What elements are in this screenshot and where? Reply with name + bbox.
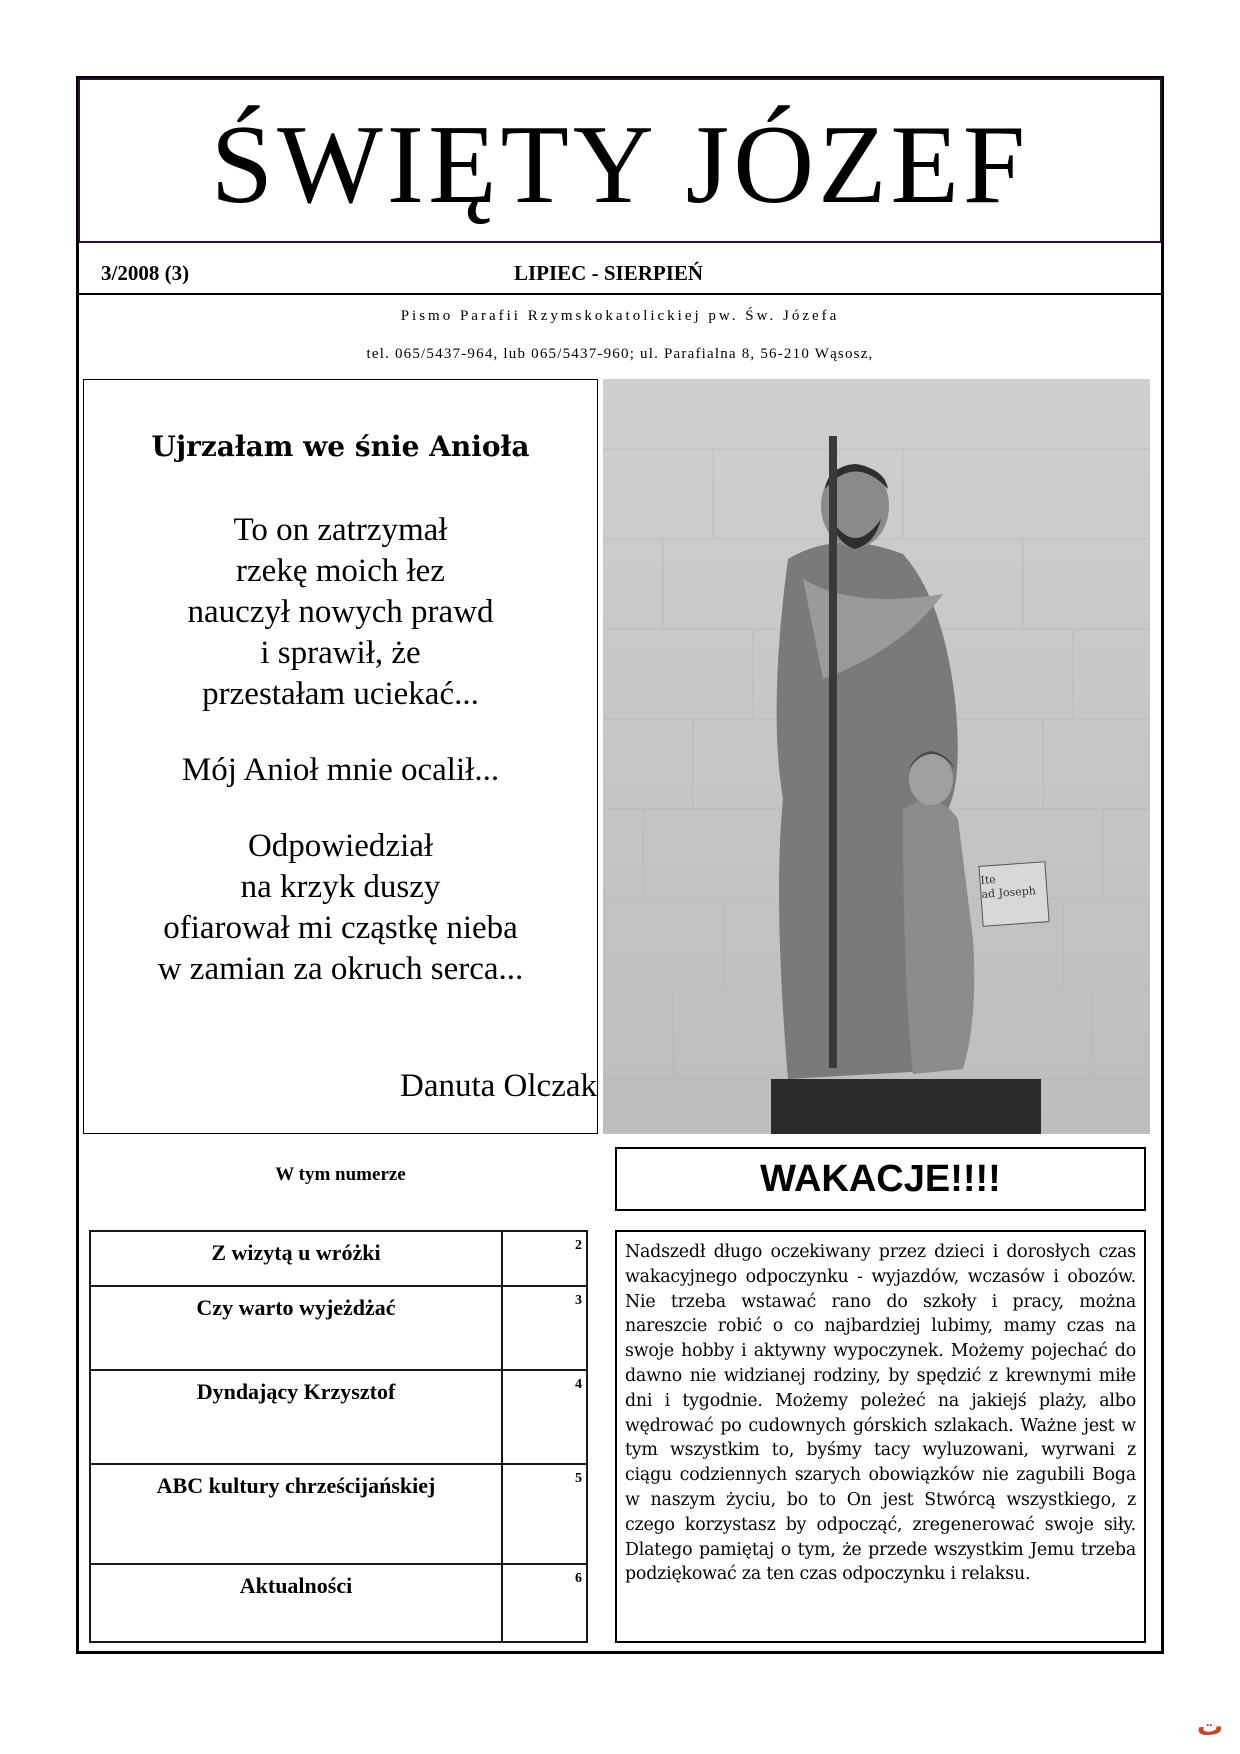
statue-photo bbox=[603, 379, 1150, 1134]
poem-line: na krzyk duszy bbox=[240, 869, 441, 905]
poem-box bbox=[83, 379, 598, 1134]
poem-line: Odpowiedział bbox=[247, 828, 434, 864]
toc-row bbox=[90, 1564, 587, 1642]
toc-row bbox=[90, 1464, 587, 1564]
poem-line: nauczył nowych prawd bbox=[187, 594, 494, 630]
toc-item-page: 6 bbox=[502, 1564, 587, 1642]
poem-stanza bbox=[84, 510, 597, 715]
staff bbox=[829, 436, 837, 1068]
publisher-name: Pismo Parafii Rzymskokatolickiej pw. Św. Józefa bbox=[400, 308, 840, 324]
toc-item-page: 2 bbox=[502, 1231, 587, 1286]
toc-heading: W tym numerze bbox=[275, 1164, 406, 1185]
pedestal bbox=[771, 1079, 1041, 1134]
article-box bbox=[615, 1230, 1146, 1643]
poem-line: przestałam uciekać... bbox=[202, 676, 479, 712]
article-heading: WAKACJE!!!! bbox=[615, 1147, 1146, 1211]
poem-line: ofiarował mi cząstkę nieba bbox=[163, 910, 518, 946]
article-body: Nadszedł długo oczekiwany przez dzieci i dorosłych czas wakacyjnego odpoczynku - wyjazdów, wczasów i obozów. Nie trzeba wstawać rano do szkoły i pracy, można nareszcie robić o co najbardziej lubimy, mamy czas na swoje hobby i aktywny wypoczynek. Możemy pojechać do dawno nie widzianej rodziny, by spędzić z krewnymi miłe dni i tygodnie. Możemy poleżeć na jakiejś plaży, albo wędrować po cudownych górskich szlakach. Ważne jest w tym wszystkim to, byśmy tacy wyluzowani, wyrwani z ciągu codziennych szarych obowiązków nie zagubili Boga w naszym życiu, bo to On jest Stwórcą wszystkiego, z czego korzystasz by odpocząć, zregenerować swoje siły. Dlatego pamiętaj o tym, że przede wszystkim Jemu trzeba podziękować za ten czas odpoczynku i relaksu. bbox=[625, 1242, 1136, 1585]
poem-stanzas bbox=[84, 510, 597, 1025]
smile-mark-icon: ت bbox=[1197, 1712, 1224, 1742]
poem-stanza bbox=[84, 826, 597, 990]
book-line: ad Joseph bbox=[981, 884, 1037, 901]
masthead bbox=[78, 78, 1162, 243]
poem-line: w zamian za okruch serca... bbox=[157, 951, 524, 987]
toc-item-page: 4 bbox=[502, 1370, 587, 1464]
poem-line: rzekę moich łez bbox=[236, 553, 445, 589]
statue-illustration bbox=[603, 379, 1150, 1134]
poem-line: i sprawił, że bbox=[260, 635, 421, 671]
poem-stanza bbox=[84, 750, 597, 791]
toc-item-title: Aktualności bbox=[90, 1564, 502, 1642]
poem-line: Mój Anioł mnie ocalił... bbox=[181, 752, 500, 788]
toc-row bbox=[90, 1286, 587, 1370]
poem-author: Danuta Olczak bbox=[400, 1068, 597, 1104]
toc-item-title: Dyndający Krzysztof bbox=[90, 1370, 502, 1464]
poem-line: To on zatrzymał bbox=[233, 512, 448, 548]
toc-row bbox=[90, 1231, 587, 1286]
issue-months: LIPIEC - SIERPIEŃ bbox=[514, 261, 704, 285]
child-robe bbox=[903, 801, 974, 1074]
book-line: Ite bbox=[980, 872, 997, 887]
issue-bar bbox=[79, 245, 1161, 295]
toc-item-title: Z wizytą u wróżki bbox=[90, 1231, 502, 1286]
book-inscription bbox=[980, 870, 1038, 902]
toc-item-title: ABC kultury chrześcijańskiej bbox=[90, 1464, 502, 1564]
issue-number: 3/2008 (3) bbox=[101, 261, 190, 285]
publisher-contact: tel. 065/5437-964, lub 065/5437-960; ul. Parafialna 8, 56-210 Wąsosz, bbox=[366, 346, 874, 362]
toc-row bbox=[90, 1370, 587, 1464]
poem-title: Ujrzałam we śnie Anioła bbox=[151, 430, 530, 463]
toc-item-title: Czy warto wyjeżdżać bbox=[90, 1286, 502, 1370]
toc-table bbox=[89, 1230, 588, 1643]
masthead-title: ŚWIĘTY JÓZEF bbox=[210, 102, 1030, 227]
toc-item-page: 5 bbox=[502, 1464, 587, 1564]
toc-item-page: 3 bbox=[502, 1286, 587, 1370]
